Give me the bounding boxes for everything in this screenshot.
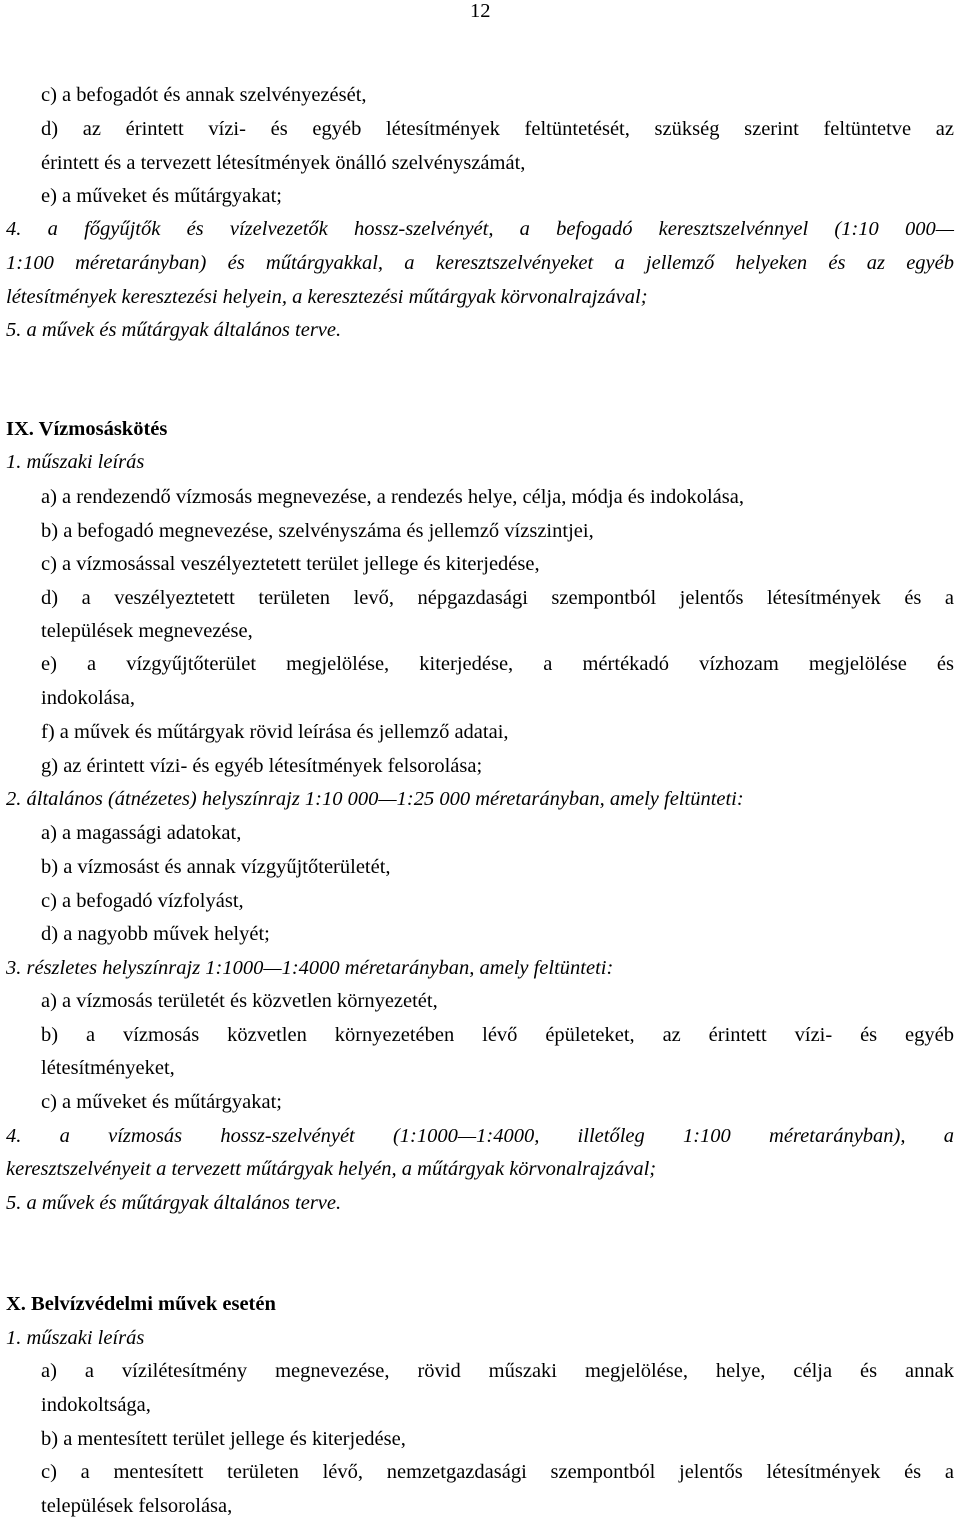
list-item-b: b) a vízmosást és annak vízgyűjtőterületét, [41, 856, 391, 878]
list-item-c: c) a mentesített területen lévő, nemzetgazdasági szempontból jelentős létesítmények és a [41, 1461, 954, 1483]
list-item-a-cont: indokoltsága, [41, 1394, 151, 1416]
page-number: 12 [470, 0, 491, 22]
list-item-a: a) a rendezendő vízmosás megnevezése, a rendezés helye, célja, módja és indokolása, [41, 486, 744, 508]
list-item-c: c) a műveket és műtárgyakat; [41, 1091, 282, 1113]
section-heading: X. Belvízvédelmi művek esetén [6, 1293, 276, 1315]
numbered-item-1: 1. műszaki leírás [6, 451, 145, 473]
numbered-item-4: 4. a főgyűjtők és vízelvezetők hossz-szelvényét, a befogadó keresztszelvénnyel (1:10 000— [6, 218, 954, 240]
list-item-e: e) a műveket és műtárgyakat; [41, 185, 282, 207]
list-item-b-cont: létesítményeket, [41, 1057, 175, 1079]
numbered-item-2: 2. általános (átnézetes) helyszínrajz 1:10 000—1:25 000 méretarányban, amely feltünteti: [6, 788, 744, 810]
numbered-item-4-cont: 1:100 méretarányban) és műtárgyakkal, a keresztszelvényeket a jellemző helyeken és az egyéb [6, 252, 954, 274]
list-item-d: d) a nagyobb művek helyét; [41, 923, 270, 945]
list-item-g: g) az érintett vízi- és egyéb létesítmények felsorolása; [41, 755, 483, 777]
list-item-a: a) a vízmosás területét és közvetlen környezetét, [41, 990, 438, 1012]
list-item-e-cont: indokolása, [41, 687, 135, 709]
list-item-d-cont: települések megnevezése, [41, 620, 253, 642]
list-item-b: b) a vízmosás közvetlen környezetében lévő épületeket, az érintett vízi- és egyéb [41, 1024, 954, 1046]
list-item-a: a) a magassági adatokat, [41, 822, 242, 844]
numbered-item-1: 1. műszaki leírás [6, 1327, 145, 1349]
numbered-item-5: 5. a művek és műtárgyak általános terve. [6, 1192, 342, 1214]
list-item-c: c) a vízmosással veszélyeztetett terület jellege és kiterjedése, [41, 553, 540, 575]
list-item-a: a) a vízilétesítmény megnevezése, rövid műszaki megjelölése, helye, célja és annak [41, 1360, 954, 1382]
list-item-d: d) a veszélyeztetett területen levő, népgazdasági szempontból jelentős létesítmények és a [41, 587, 954, 609]
numbered-item-4: 4. a vízmosás hossz-szelvényét (1:1000—1:4000, illetőleg 1:100 méretarányban), a [6, 1125, 954, 1147]
list-item-d: d) az érintett vízi- és egyéb létesítmények feltüntetését, szükség szerint feltüntetve az [41, 118, 954, 140]
list-item-c: c) a befogadó vízfolyást, [41, 890, 244, 912]
list-item-c-cont: települések felsorolása, [41, 1495, 233, 1517]
numbered-item-4-cont: keresztszelvényeit a tervezett műtárgyak helyén, a műtárgyak körvonalrajzával; [6, 1158, 657, 1180]
list-item-b: b) a mentesített terület jellege és kiterjedése, [41, 1428, 406, 1450]
list-item-d-cont: érintett és a tervezett létesítmények önálló szelvényszámát, [41, 152, 526, 174]
list-item-c: c) a befogadót és annak szelvényezését, [41, 84, 367, 106]
list-item-f: f) a művek és műtárgyak rövid leírása és jellemző adatai, [41, 721, 509, 743]
numbered-item-3: 3. részletes helyszínrajz 1:1000—1:4000 méretarányban, amely feltünteti: [6, 957, 614, 979]
numbered-item-4-cont: létesítmények keresztezési helyein, a keresztezési műtárgyak körvonalrajzával; [6, 286, 648, 308]
list-item-b: b) a befogadó megnevezése, szelvényszáma és jellemző vízszintjei, [41, 520, 594, 542]
numbered-item-5: 5. a művek és műtárgyak általános terve. [6, 319, 342, 341]
section-heading: IX. Vízmosáskötés [6, 418, 168, 440]
list-item-e: e) a vízgyűjtőterület megjelölése, kiterjedése, a mértékadó vízhozam megjelölése és [41, 653, 954, 675]
